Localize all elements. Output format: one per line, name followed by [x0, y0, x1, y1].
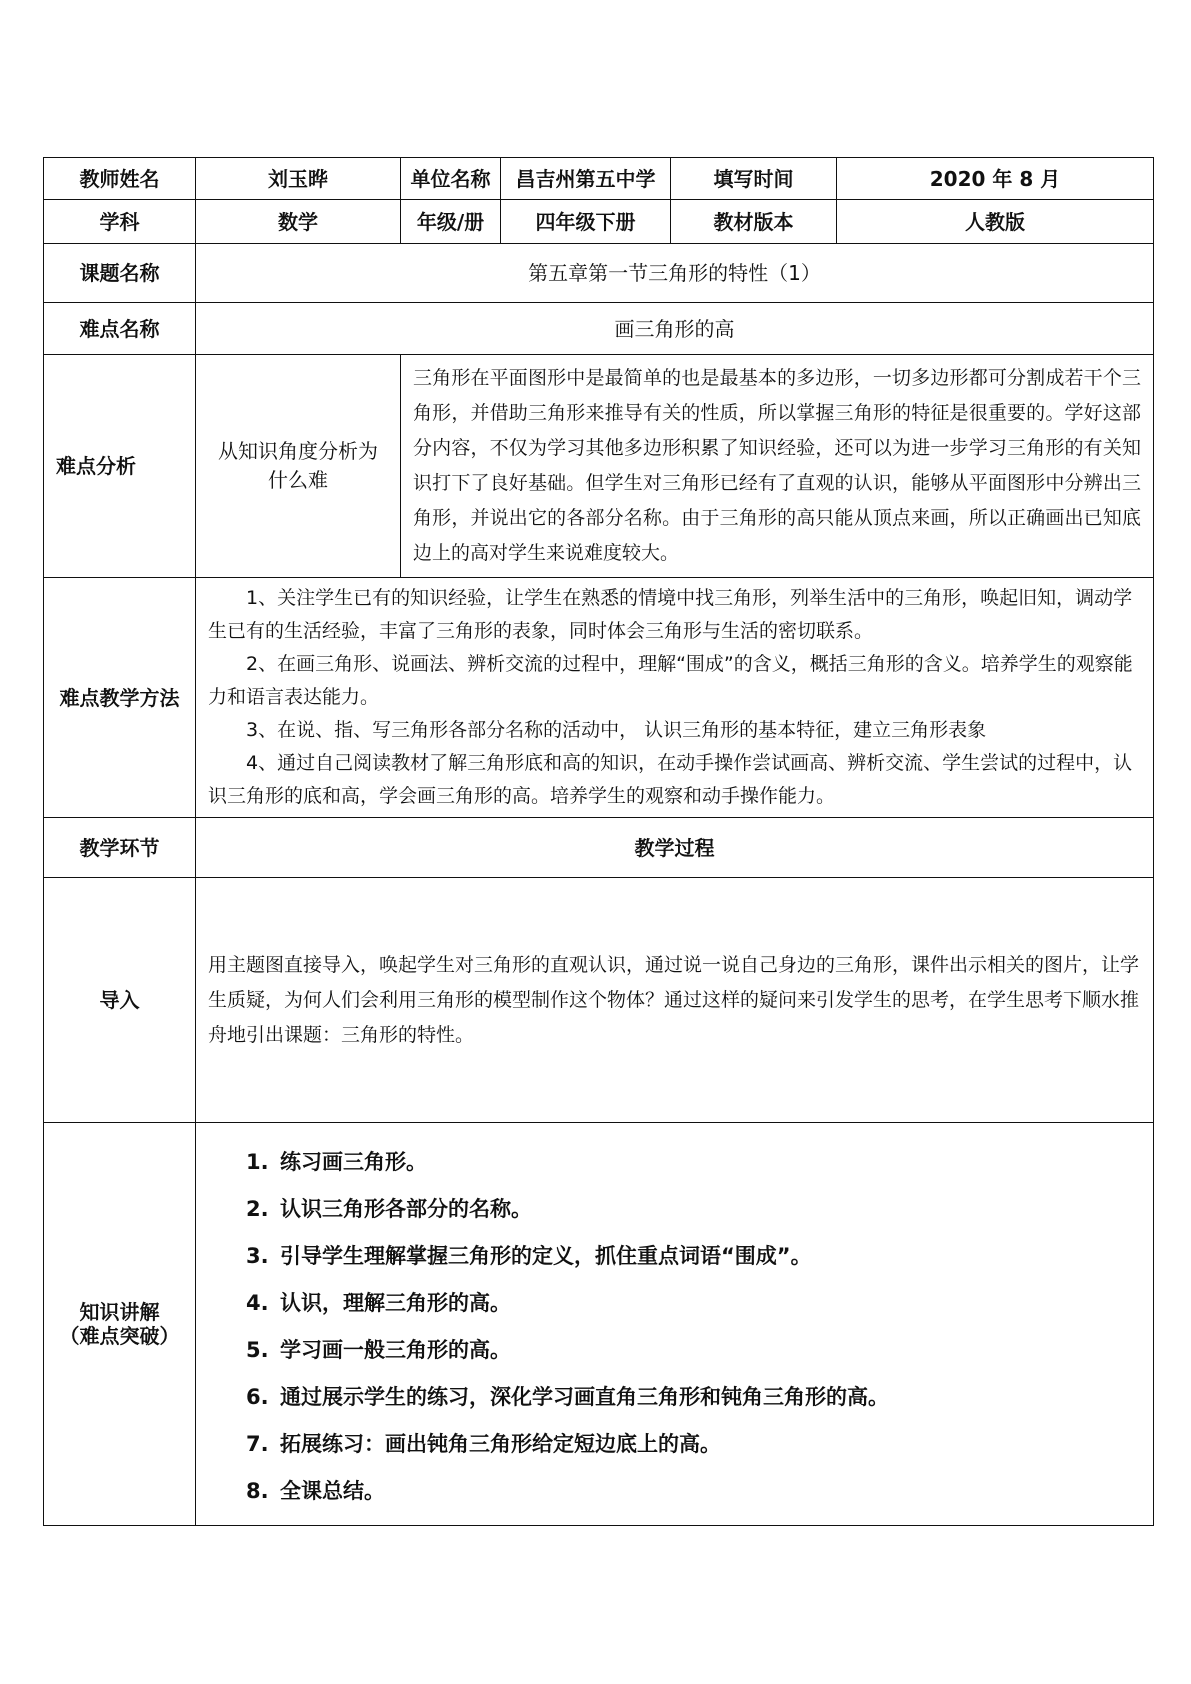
- difficulty-label: 难点名称: [44, 303, 196, 355]
- step-text: 通过展示学生的练习，深化学习画直角三角形和钝角三角形的高。: [280, 1385, 889, 1409]
- step-number: 5.: [246, 1338, 269, 1362]
- analysis-label: 难点分析: [44, 355, 196, 578]
- header-row-1: [44, 158, 1154, 200]
- step-number: 4.: [246, 1291, 269, 1315]
- process-header-row: [44, 818, 1154, 878]
- intro-text: 用主题图直接导入，唤起学生对三角形的直观认识，通过说一说自己身边的三角形，课件出示相关的图片，让学生质疑，为何人们会利用三角形的模型制作这个物体？通过这样的疑问来引发学生的思考，在学生思考下顺水推舟地引出课题：三角形的特性。: [196, 878, 1154, 1123]
- step-number: 7.: [246, 1432, 269, 1456]
- teacher-name-value: 刘玉晔: [196, 158, 401, 200]
- step-number: 2.: [246, 1197, 269, 1221]
- knowledge-step: [246, 1468, 1141, 1515]
- fill-time-label: 填写时间: [671, 158, 837, 200]
- topic-value: 第五章第一节三角形的特性（1）: [196, 244, 1154, 303]
- step-text: 引导学生理解掌握三角形的定义，抓住重点词语“围成”。: [280, 1244, 812, 1268]
- edition-label: 教材版本: [671, 200, 837, 244]
- step-text: 练习画三角形。: [280, 1150, 427, 1174]
- knowledge-label: [44, 1123, 196, 1526]
- knowledge-steps: [196, 1123, 1154, 1526]
- knowledge-step: [246, 1139, 1141, 1186]
- step-number: 3.: [246, 1244, 269, 1268]
- method-item: 4、通过自己阅读教材了解三角形底和高的知识，在动手操作尝试画高、辨析交流、学生尝试的过程中，认识三角形的底和高，学会画三角形的高。培养学生的观察和动手操作能力。: [208, 752, 1133, 807]
- unit-name-label: 单位名称: [401, 158, 501, 200]
- step-number: 1.: [246, 1150, 269, 1174]
- fill-time-value: 2020 年 8 月: [837, 158, 1154, 200]
- header-row-2: [44, 200, 1154, 244]
- difficulty-row: [44, 303, 1154, 355]
- step-number: 8.: [246, 1479, 269, 1503]
- knowledge-label-line1: 知识讲解: [79, 1300, 160, 1324]
- method-text: [196, 578, 1154, 818]
- intro-row: [44, 878, 1154, 1123]
- knowledge-row: [44, 1123, 1154, 1526]
- knowledge-step: [246, 1374, 1141, 1421]
- step-text: 认识，理解三角形的高。: [280, 1291, 511, 1315]
- subject-value: 数学: [196, 200, 401, 244]
- difficulty-value: 画三角形的高: [196, 303, 1154, 355]
- knowledge-step: [246, 1233, 1141, 1280]
- teacher-name-label: 教师姓名: [44, 158, 196, 200]
- method-label: 难点教学方法: [44, 578, 196, 818]
- intro-label: 导入: [44, 878, 196, 1123]
- unit-name-value: 昌吉州第五中学: [501, 158, 671, 200]
- knowledge-step: [246, 1421, 1141, 1468]
- subject-label: 学科: [44, 200, 196, 244]
- lesson-plan-table: [43, 157, 1154, 1526]
- knowledge-step: [246, 1186, 1141, 1233]
- knowledge-step-list: [246, 1139, 1141, 1515]
- process-header-value: 教学过程: [196, 818, 1154, 878]
- knowledge-step: [246, 1280, 1141, 1327]
- analysis-sub-label: 从知识角度分析为什么难: [196, 355, 401, 578]
- method-item: 2、在画三角形、说画法、辨析交流的过程中，理解“围成”的含义，概括三角形的含义。培养学生的观察能力和语言表达能力。: [208, 653, 1133, 708]
- topic-row: [44, 244, 1154, 303]
- knowledge-step: [246, 1327, 1141, 1374]
- step-text: 拓展练习：画出钝角三角形给定短边底上的高。: [280, 1432, 721, 1456]
- grade-value: 四年级下册: [501, 200, 671, 244]
- process-step-label: 教学环节: [44, 818, 196, 878]
- step-number: 6.: [246, 1385, 269, 1409]
- grade-label: 年级/册: [401, 200, 501, 244]
- topic-label: 课题名称: [44, 244, 196, 303]
- method-item: 3、在说、指、写三角形各部分名称的活动中， 认识三角形的基本特征，建立三角形表象: [246, 719, 987, 741]
- analysis-text: 三角形在平面图形中是最简单的也是最基本的多边形，一切多边形都可分割成若干个三角形，并借助三角形来推导有关的性质，所以掌握三角形的特征是很重要的。学好这部分内容，不仅为学习其他多边形积累了知识经验，还可以为进一步学习三角形的有关知识打下了良好基础。但学生对三角形已经有了直观的认识，能够从平面图形中分辨出三角形，并说出它的各部分名称。由于三角形的高只能从顶点来画，所以正确画出已知底边上的高对学生来说难度较大。: [401, 355, 1154, 578]
- edition-value: 人教版: [837, 200, 1154, 244]
- step-text: 学习画一般三角形的高。: [280, 1338, 511, 1362]
- method-item: 1、关注学生已有的知识经验，让学生在熟悉的情境中找三角形，列举生活中的三角形，唤起旧知，调动学生已有的生活经验，丰富了三角形的表象，同时体会三角形与生活的密切联系。: [208, 587, 1133, 642]
- knowledge-label-line2: （难点突破）: [59, 1324, 180, 1348]
- analysis-row: [44, 355, 1154, 578]
- method-row: [44, 578, 1154, 818]
- step-text: 认识三角形各部分的名称。: [280, 1197, 532, 1221]
- step-text: 全课总结。: [280, 1479, 385, 1503]
